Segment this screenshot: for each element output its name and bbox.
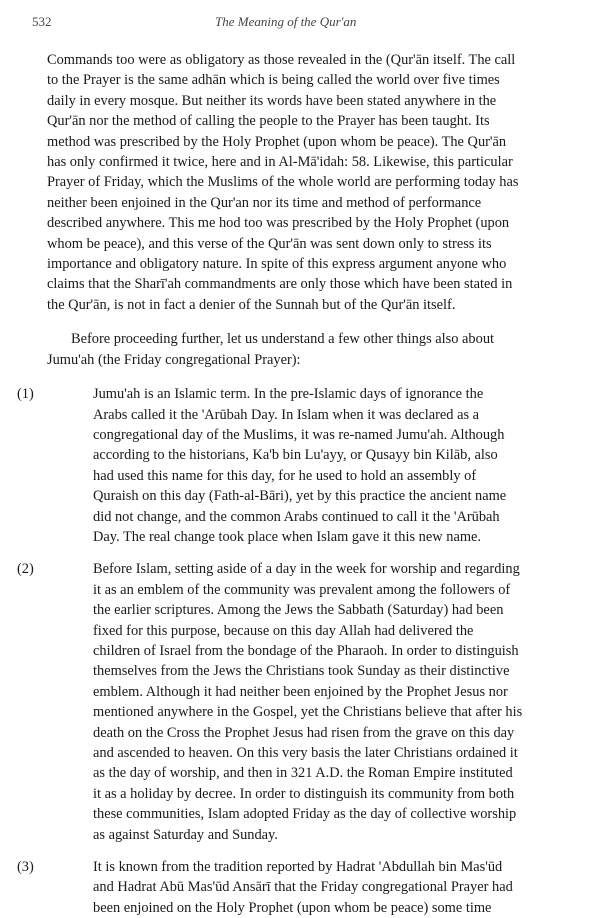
text-line: it as an emblem of the community was prevalent among the followers of [93, 581, 511, 598]
page-header [0, 14, 600, 34]
text-line: Quraish on this day (Fath-al-Bāri), yet by this practice the ancient name [93, 488, 507, 505]
text-line: Before Islam, setting aside of a day in the week for worship and regarding [93, 561, 520, 578]
list-item-1 [17, 384, 579, 547]
text-line: Jumu'ah is an Islamic term. In the pre-Islamic days of ignorance the [93, 386, 484, 403]
text-line: neither been enjoined in the Qur'an nor its time and method of performance [47, 194, 482, 211]
text-line: Arabs called it the 'Arūbah Day. In Islam when it was declared as a [93, 406, 480, 423]
text-line: emblem. Although it had neither been enjoined by the Prophet Jesus nor [93, 683, 508, 700]
text-line: mentioned anywhere in the Gospel, yet the Christians believe that after his [93, 704, 523, 721]
text-line: Jumu'ah (the Friday congregational Prayer): [47, 351, 301, 368]
text-line: whom be peace), and this verse of the Qur'ān was sent down only to stress its [47, 235, 492, 252]
paragraph-intro [47, 329, 579, 370]
text-line: Prayer of Friday, which the Muslims of the whole world are performing today has [47, 174, 519, 191]
item-number: (2) [17, 561, 34, 578]
paragraph-commands [47, 50, 579, 315]
text-line: did not change, and the common Arabs continued to call it the 'Arūbah [93, 508, 500, 525]
text-line: children of Israel from the bondage of the Pharaoh. In order to distinguish [93, 642, 519, 659]
text-line: importance and obligatory nature. In spite of this express argument anyone who [47, 256, 507, 273]
text-line: fixed for this purpose, because on this day Allah had delivered the [93, 622, 474, 639]
text-line: had used this name for this day, for he used to hold an assembly of [93, 467, 477, 484]
text-line: claims that the Sharī'ah commandments are only those which have been stated in [47, 276, 513, 293]
text-line: has only confirmed it twice, here and in Al-Mā'idah: 58. Likewise, this particular [47, 154, 513, 171]
text-line: as against Saturday and Sunday. [93, 826, 278, 843]
text-line: described anywhere. This me hod too was prescribed by the Holy Prophet (upon [47, 215, 510, 232]
text-line: Commands too were as obligatory as those revealed in the (Qur'ān itself. The call [47, 52, 516, 68]
text-line: to the Prayer is the same adhān which is being called the world over five times [47, 72, 500, 89]
text-line: themselves from the Jews the Christians took Sunday as their distinctive [93, 663, 510, 680]
text-line: the Qur'ān, is not in fact a denier of the Sunnah but of the Qur'ān itself. [47, 296, 456, 313]
page-number: 532 [32, 14, 52, 29]
body-text [17, 50, 579, 918]
list-item-2 [17, 559, 579, 845]
text-line: daily in every mosque. But neither its words have been stated anywhere in the [47, 92, 497, 109]
text-line: Before proceeding further, let us understand a few other things also about [71, 331, 495, 348]
text-line: Qur'ān nor the method of calling the people to the Prayer has been taught. Its [47, 113, 490, 130]
text-line: according to the historians, Ka'b bin Lu'ayy, or Qusayy bin Kilāb, also [93, 447, 498, 464]
text-line: and ascended to heaven. On this very basis the later Christians ordained it [93, 745, 518, 761]
text-line: and Hadrat Abū Mas'ūd Ansārī that the Friday congregational Prayer had [93, 879, 513, 896]
item-number: (3) [17, 859, 34, 876]
text-line: these communities, Islam adopted Friday as the day of collective worship [93, 806, 517, 823]
text-line: congregational day of the Muslims, it was re-named Jumu'ah. Although [93, 426, 505, 443]
text-line: death on the Cross the Prophet Jesus had risen from the grave on this day [93, 724, 515, 741]
running-title: The Meaning of the Qur'an [215, 14, 357, 29]
list-item-3 [17, 857, 579, 918]
item-number: (1) [17, 386, 34, 403]
text-line: Day. The real change took place when Islam gave it this new name. [93, 528, 482, 545]
text-line: been enjoined on the Holy Prophet (upon whom be peace) some time [93, 899, 492, 916]
text-line: It is known from the tradition reported by Hadrat 'Abdullah bin Mas'ūd [93, 859, 503, 876]
text-line: it as a holiday by decree. In order to distinguish its community from both [93, 785, 515, 802]
text-line: method was prescribed by the Holy Prophet (upon whom be peace). The Qur'ān [47, 133, 507, 150]
text-line: as the day of worship, and then in 321 A.D. the Roman Empire instituted [93, 765, 513, 782]
text-line: the earlier scriptures. Among the Jews the Sabbath (Saturday) had been [93, 602, 504, 619]
